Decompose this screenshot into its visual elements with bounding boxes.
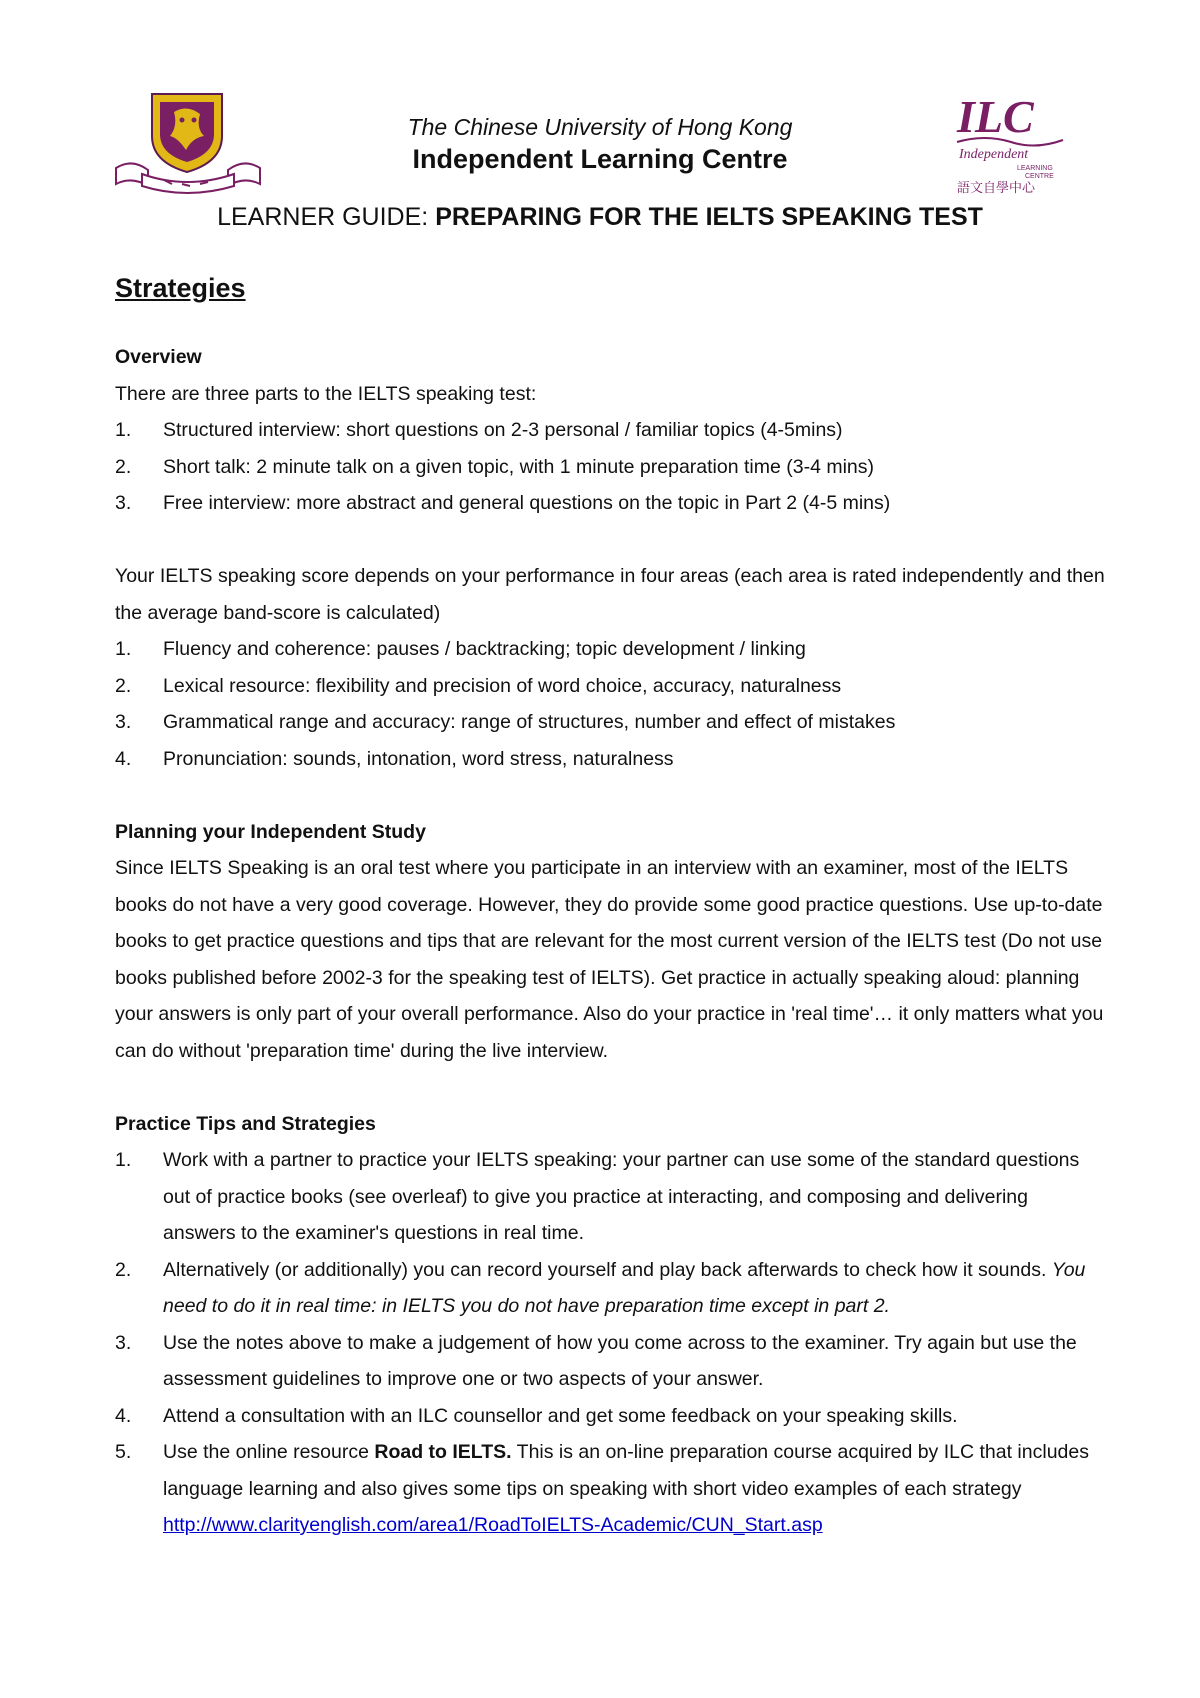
planning-paragraph: Since IELTS Speaking is an oral test where you participate in an interview with an examiner, most of the IELTS books do not have a very good coverage. However, they do provide some good practice questions. Use up-to-date books to get practice questions and tips that are relevant for the most current version of the IELTS test (Do not use books published before 2002-3 for the speaking test of IELTS). Get practice in actually speaking aloud: planning your answers is only part of your overall performance. Also do your practice in 'real time'… it only matters what you can do without 'preparation time' during the live interview. [115,857,1104,1062]
list-text: This is an on-line preparation course acquired by ILC that includes language learning and also gives some tips on speaking with short video examples of each strategy [163,1441,1089,1500]
list-number: 2. [115,1258,132,1281]
list-item [115,704,1105,741]
list-text: Alternatively (or additionally) you can record yourself and play back afterwards to check how it sounds. [163,1258,1047,1281]
list-number: 4. [115,1404,132,1427]
tips-heading: Practice Tips and Strategies [115,1112,376,1135]
list-item [115,1252,1105,1325]
score-intro: Your IELTS speaking score depends on your performance in four areas (each area is rated independently and then the average band-score is calculated) [115,565,1105,624]
list-text: Free interview: more abstract and general questions on the topic in Part 2 (4-5 mins) [163,492,891,514]
list-number: 1. [115,638,132,660]
list-item [115,631,1105,668]
svg-text:ILC: ILC [957,92,1034,142]
centre-name: Independent Learning Centre [412,144,788,174]
list-text: Short talk: 2 minute talk on a given topic, with 1 minute preparation time (3-4 mins) [163,455,874,478]
svg-text:語文自學中心: 語文自學中心 [957,181,1036,196]
list-text-prefix: Use the online resource [163,1441,375,1463]
list-number: 4. [115,747,132,770]
guide-prefix: LEARNER GUIDE: [217,203,436,231]
list-number: 2. [115,674,132,697]
list-italic-note: You need to do it in real time: in IELTS you do not have preparation time except in part 2. [163,1258,1086,1317]
road-to-ielts-link[interactable]: http://www.clarityenglish.com/area1/RoadToIELTS-Academic/CUN_Start.asp [163,1514,823,1536]
section-title: Strategies [115,273,246,303]
list-text: Structured interview: short questions on 2-3 personal / familiar topics (4-5mins) [163,419,843,441]
svg-text:Independent: Independent [959,147,1029,162]
list-text: Work with a partner to practice your IELTS speaking: your partner can use some of the standard questions out of practice books (see overleaf) to give you practice at interacting, and composing and delivering answers to the examiner's questions in real time. [163,1149,1080,1244]
svg-text:LEARNING: LEARNING [1017,165,1053,172]
list-item [115,412,1105,449]
list-item [115,668,1105,705]
list-number: 1. [115,1149,132,1171]
ilc-logo [955,92,1067,196]
list-item [115,1325,1105,1398]
resource-name: Road to IELTS. [374,1441,512,1463]
list-text: Attend a consultation with an ILC counsellor and get some feedback on your speaking skills. [163,1404,958,1427]
list-number: 1. [115,419,132,441]
list-text: Use the notes above to make a judgement of how you come across to the examiner. Try again but use the assessment guidelines to improve one or two aspects of your answer. [163,1331,1077,1390]
list-item [115,1434,1105,1544]
list-number: 3. [115,492,132,514]
planning-heading: Planning your Independent Study [115,820,426,843]
overview-heading: Overview [115,346,202,368]
list-text: Lexical resource: flexibility and precision of word choice, accuracy, naturalness [163,674,842,697]
svg-text:CENTRE: CENTRE [1025,173,1054,180]
assessment-areas-list [115,631,1105,777]
test-parts-list [115,412,1105,522]
list-item [115,741,1105,778]
list-item [115,449,1105,486]
university-name: The Chinese University of Hong Kong [407,114,793,140]
list-item [115,485,1105,522]
overview-intro: There are three parts to the IELTS speaking test: [115,382,537,405]
list-text: Grammatical range and accuracy: range of structures, number and effect of mistakes [163,711,896,733]
main-content [115,270,1105,1544]
guide-title-bold: PREPARING FOR THE IELTS SPEAKING TEST [435,203,983,231]
list-number: 5. [115,1441,132,1463]
list-text: Fluency and coherence: pauses / backtracking; topic development / linking [163,638,806,660]
list-number: 3. [115,1331,132,1354]
list-number: 2. [115,455,132,478]
list-item [115,1398,1105,1435]
list-text: Pronunciation: sounds, intonation, word stress, naturalness [163,747,674,770]
cuhk-crest-logo [112,88,264,194]
tips-list [115,1142,1105,1544]
list-item [115,1142,1105,1252]
guide-title [140,200,1060,234]
list-number: 3. [115,711,132,733]
